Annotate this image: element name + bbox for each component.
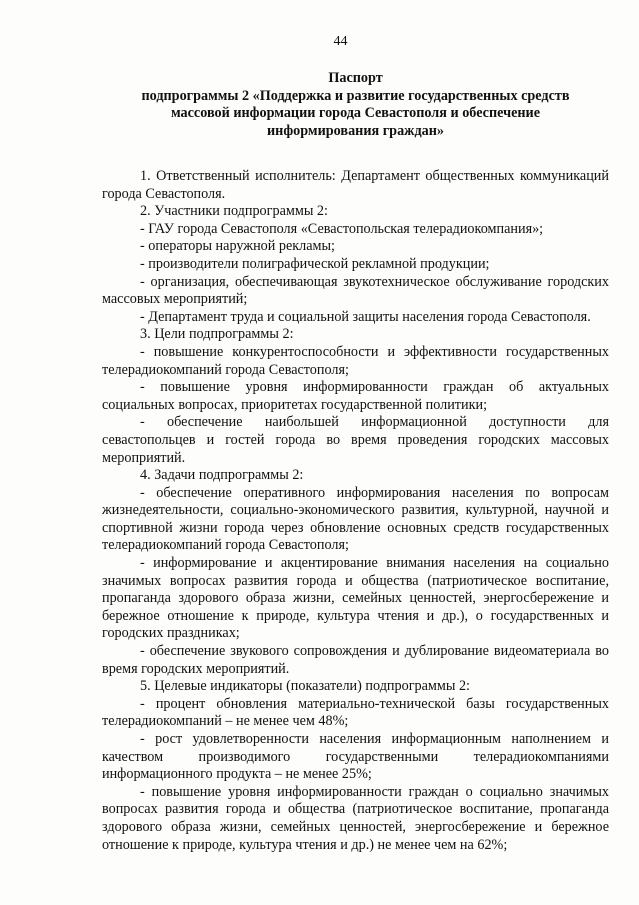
list-item: - повышение уровня информированности граждан об актуальных социальных вопросах, приоритетах государственной политики; xyxy=(102,379,609,413)
title-line-2: подпрограммы 2 «Поддержка и развитие государственных средств xyxy=(141,87,570,104)
document-body xyxy=(102,168,609,854)
list-item: - операторы наружной рекламы; xyxy=(140,238,336,255)
paragraph: 3. Цели подпрограммы 2: xyxy=(140,326,294,343)
title-line-4: информирования граждан» xyxy=(267,122,444,139)
title-line-1: Паспорт xyxy=(328,70,383,86)
list-item: - повышение уровня информированности граждан о социально значимых вопросах развития города и общества (патриотическое воспитание, пропаганда здорового образа жизни, семейных ценностей, энергосбережение и бережное отношение к природе, культура чтения и др.) не менее чем на 62%; xyxy=(102,783,609,853)
list-item: - процент обновления материально-технической базы государственных телерадиокомпаний – не менее чем 48%; xyxy=(102,695,609,730)
list-item: - организация, обеспечивающая звукотехническое обслуживание городских массовых мероприятий; xyxy=(102,273,609,308)
list-item: - рост удовлетворенности населения информационным наполнением и качеством производимого государственными телерадиокомпаниями информационного продукта – не менее 25%; xyxy=(102,731,609,783)
title-line-3: массовой информации города Севастополя и обеспечение xyxy=(170,105,541,121)
list-item: - производители полиграфической рекламной продукции; xyxy=(140,255,490,272)
paragraph: 5. Целевые индикаторы (показатели) подпрограммы 2: xyxy=(140,678,470,695)
list-item: - Департамент труда и социальной защиты населения города Севастополя. xyxy=(140,308,591,325)
list-item: - повышение конкурентоспособности и эффективности государственных телерадиокомпаний города Севастополя; xyxy=(102,343,609,378)
page-number: 44 xyxy=(333,34,348,49)
list-item: - обеспечение оперативного информирования населения по вопросам жизнедеятельности, социально-экономического развития, культурной, научной и спортивной жизни города через обновление основных средств государственных телерадиокомпаний города Севастополя; xyxy=(102,484,609,554)
paragraph: 4. Задачи подпрограммы 2: xyxy=(140,467,304,484)
list-item: - ГАУ города Севастополя «Севастопольская телерадиокомпания»; xyxy=(140,220,544,237)
paragraph: 1. Ответственный исполнитель: Департамент общественных коммуникаций города Севастополя. xyxy=(102,168,609,202)
list-item: - обеспечение наибольшей информационной доступности для севастопольцев и гостей города во время проведения городских массовых мероприятий. xyxy=(102,414,609,466)
list-item: - информирование и акцентирование внимания населения на социально значимых вопросах развития города и общества (патриотическое воспитание, пропаганда здорового образа жизни, семейных ценностей, энергосбережение и бережное отношение к природе, культура чтения и др.), о государственных и городских праздниках; xyxy=(102,555,609,642)
list-item: - обеспечение звукового сопровождения и дублирование видеоматериала во время городских мероприятий. xyxy=(102,643,609,677)
paragraph: 2. Участники подпрограммы 2: xyxy=(140,203,328,220)
document-title xyxy=(102,70,609,140)
